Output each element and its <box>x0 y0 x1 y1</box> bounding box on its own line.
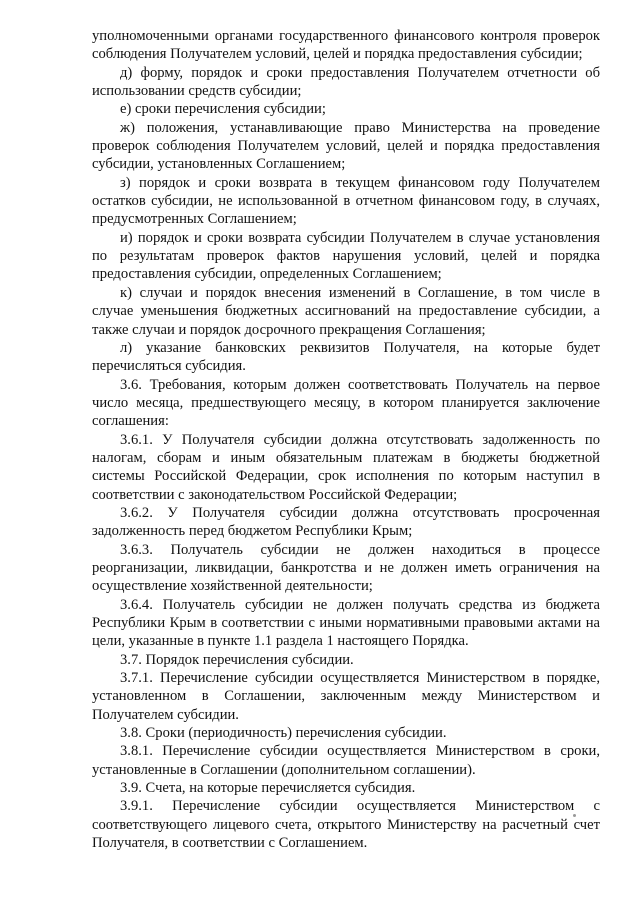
scan-speck <box>573 814 576 817</box>
paragraph-continuation: уполномоченными органами государственного финансового контроля проверок соблюдения Получателем условий, целей и порядка предоставления субсидии; <box>92 28 600 63</box>
paragraph-3-8-1: 3.8.1. Перечисление субсидии осуществляется Министерством в сроки, установленные в Соглашении (дополнительном соглашении). <box>92 743 600 778</box>
paragraph-3-6-1: 3.6.1. У Получателя субсидии должна отсутствовать задолженность по налогам, сборам и иным обязательным платежам в бюджеты бюджетной системы Российской Федерации, срок исполнения по которым наступил в соответствии с законодательством Российской Федерации; <box>92 431 600 503</box>
document-page <box>92 27 600 852</box>
paragraph-item-e: е) сроки перечисления субсидии; <box>120 101 326 118</box>
paragraph-3-9-1: 3.9.1. Перечисление субсидии осуществляется Министерством с соответствующего лицевого счета, открытого Министерству на расчетный счет Получателя, в соответствии с Соглашением. <box>92 798 600 852</box>
paragraph-item-zh: ж) положения, устанавливающие право Министерства на проведение проверок соблюдения Получателем условий, целей и порядка предоставления субсидии, установленных Соглашением; <box>92 119 600 173</box>
paragraph-3-7-1: 3.7.1. Перечисление субсидии осуществляется Министерством в порядке, установленном в Соглашении, заключенным между Министерством и Получателем субсидии. <box>92 670 600 723</box>
paragraph-3-8: 3.8. Сроки (периодичность) перечисления субсидии. <box>120 725 447 742</box>
paragraph-3-6-3: 3.6.3. Получатель субсидии не должен находиться в процессе реорганизации, ликвидации, банкротства и не должен иметь ограничения на осуществление хозяйственной деятельности; <box>92 541 600 595</box>
paragraph-3-7: 3.7. Порядок перечисления субсидии. <box>120 651 354 668</box>
paragraph-item-i: и) порядок и сроки возврата субсидии Получателем в случае установления по результатам проверок фактов нарушения условий, целей и порядка предоставления субсидии, определенных Соглашением; <box>92 229 600 283</box>
paragraph-3-6-4: 3.6.4. Получатель субсидии не должен получать средства из бюджета Республики Крым в соответствии с иными нормативными правовыми актами на цели, указанные в пункте 1.1 раздела 1 настоящего Порядка. <box>92 596 600 650</box>
paragraph-item-l: л) указание банковских реквизитов Получателя, на которые будет перечисляться субсидия. <box>92 339 600 375</box>
paragraph-item-z: з) порядок и сроки возврата в текущем финансовом году Получателем остатков субсидии, не использованной в отчетном финансовом году, в случаях, предусмотренных Соглашением; <box>92 174 600 228</box>
paragraph-3-6: 3.6. Требования, которым должен соответствовать Получатель на первое число месяца, предшествующего месяцу, в котором планируется заключение соглашения: <box>92 376 600 430</box>
paragraph-item-d: д) форму, порядок и сроки предоставления Получателем отчетности об использовании средств субсидии; <box>92 64 600 100</box>
paragraph-3-9: 3.9. Счета, на которые перечисляется субсидия. <box>120 780 416 797</box>
paragraph-3-6-2: 3.6.2. У Получателя субсидии должна отсутствовать просроченная задолженность перед бюджетом Республики Крым; <box>92 504 600 540</box>
paragraph-item-k: к) случаи и порядок внесения изменений в Соглашение, в том числе в случае уменьшения бюджетных ассигнований на предоставление субсидии, а также случаи и порядок досрочного прекращения Соглашения; <box>92 284 600 338</box>
